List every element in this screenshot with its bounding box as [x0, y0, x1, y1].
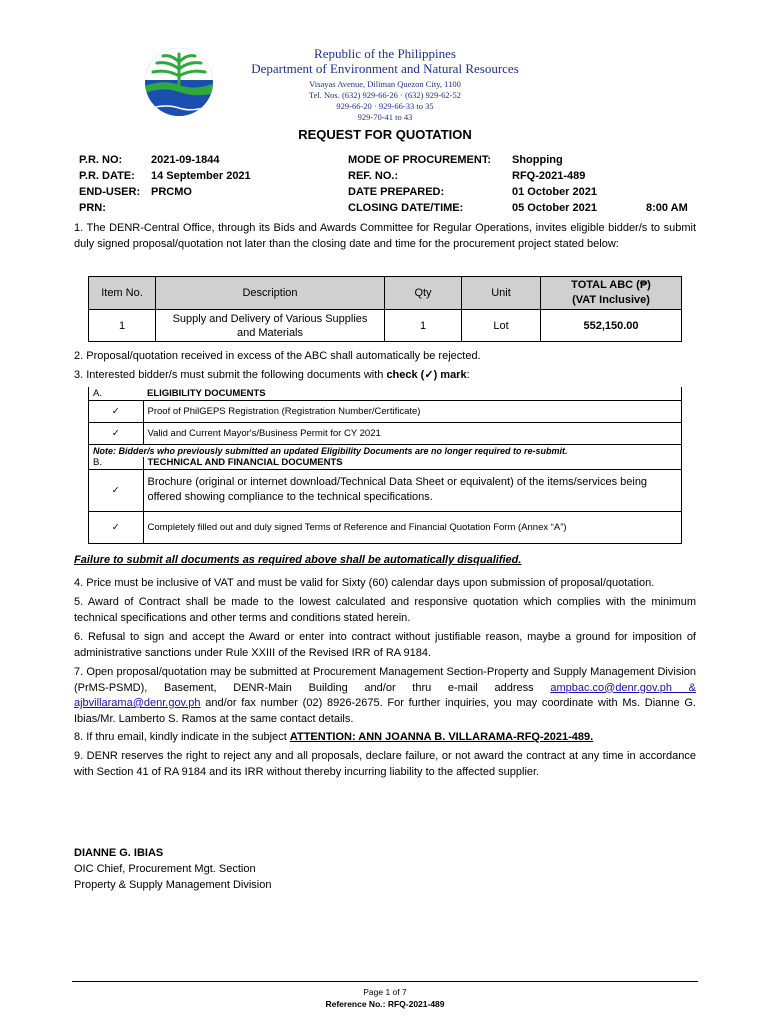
paragraph-7-prefix: 7. Open proposal/quotation may be submitted at Procurement Management Section-Property and Supply Management Division (PrMS-PSMD), Basement, DENR-Main Building and/or thru e-mail address — [74, 666, 696, 694]
paragraph-3-bold: check (✓) mark — [386, 369, 467, 381]
signatory-name: DIANNE G. IBIAS — [74, 847, 164, 859]
paragraph-7-suffix: and/or fax number (02) 8926-2675. For further inquiries, you may coordinate with Ms. Dianne G. Ibias/Mr. Lamberto S. Ramos at the same contact details. — [74, 697, 696, 725]
list-item — [89, 422, 682, 444]
check-icon: ✓ — [89, 469, 144, 511]
col-unit: Unit — [462, 277, 541, 310]
closing-time-value: 8:00 AM — [646, 202, 688, 214]
section-b-letter: B. — [89, 457, 144, 469]
failure-note: Failure to submit all documents as required above shall be automatically disqualified. — [74, 554, 522, 566]
cell-unit: Lot — [462, 310, 541, 342]
footer-divider — [72, 981, 698, 982]
paragraph-3-prefix: 3. Interested bidder/s must submit the following documents with — [74, 369, 387, 381]
header-department: Department of Environment and Natural Resources — [251, 61, 519, 76]
page-number: Page 1 of 7 — [363, 987, 407, 997]
ref-label: REF. NO.: — [348, 170, 399, 182]
header-tel-1: Tel. Nos. (632) 929-66-26 · (632) 929-62-52 — [309, 90, 461, 100]
pr-date-value: 14 September 2021 — [151, 170, 251, 182]
documents-table — [88, 387, 682, 544]
signatory-title-2: Property & Supply Management Division — [74, 879, 272, 891]
list-item — [89, 400, 682, 422]
doc-a-1: Proof of PhilGEPS Registration (Registration Number/Certificate) — [143, 400, 682, 422]
paragraph-5: 5. Award of Contract shall be made to the lowest calculated and responsive quotation which complies with the minimum technical specifications and other terms and conditions stated herein. — [74, 596, 696, 624]
section-a-letter: A. — [89, 387, 144, 400]
page-title: REQUEST FOR QUOTATION — [298, 127, 472, 142]
check-icon: ✓ — [89, 511, 144, 543]
pr-no-label: P.R. NO: — [79, 154, 123, 166]
paragraph-6: 6. Refusal to sign and accept the Award or enter into contract without justifiable reason, maybe a ground for imposition of administrative sanctions under Rule XXIII of the Revised IRR of RA 9184. — [74, 631, 696, 659]
col-description: Description — [156, 277, 385, 310]
date-prepared-label: DATE PREPARED: — [348, 186, 445, 198]
note-row — [89, 444, 682, 457]
header-tel-3: 929-70-41 to 43 — [357, 112, 413, 122]
section-a-title: ELIGIBILITY DOCUMENTS — [143, 387, 682, 400]
list-item — [89, 511, 682, 543]
header-address: Visayas Avenue, Diliman Quezon City, 1100 — [309, 79, 461, 89]
ref-value: RFQ-2021-489 — [512, 170, 586, 182]
doc-b-2: Completely filled out and duly signed Terms of Reference and Financial Quotation Form (Annex “A”) — [143, 511, 682, 543]
col-qty: Qty — [385, 277, 462, 310]
list-item — [89, 469, 682, 511]
paragraph-4: 4. Price must be inclusive of VAT and must be valid for Sixty (60) calendar days upon submission of proposal/quotation. — [74, 577, 655, 589]
doc-a-2: Valid and Current Mayor's/Business Permit for CY 2021 — [143, 422, 682, 444]
paragraph-7 — [74, 665, 696, 727]
col-total-line1: TOTAL ABC (₱) — [571, 279, 651, 291]
paragraph-3 — [74, 368, 696, 384]
paragraph-9: 9. DENR reserves the right to reject any and all proposals, declare failure, or not award the contract at any time in accordance with Section 41 of RA 9184 and its IRR without thereby incurring liability to the affected supplier. — [74, 750, 696, 778]
section-b-row — [89, 457, 682, 469]
prn-label: PRN: — [79, 202, 106, 214]
end-user-value: PRCMO — [151, 186, 192, 198]
cell-total: 552,150.00 — [541, 310, 682, 342]
col-total — [541, 277, 682, 310]
closing-label: CLOSING DATE/TIME: — [348, 202, 464, 214]
check-icon: ✓ — [89, 422, 144, 444]
footer-reference: Reference No.: RFQ-2021-489 — [325, 999, 445, 1009]
doc-b-1: Brochure (original or internet download/Technical Data Sheet or equivalent) of the items/services being offered showing compliance to the technical specifications. — [143, 469, 682, 511]
header-republic: Republic of the Philippines — [314, 46, 456, 61]
section-a-row — [89, 387, 682, 400]
paragraph-1: 1. The DENR-Central Office, through its Bids and Awards Committee for Regular Operations, invites eligible bidder/s to submit duly signed proposal/quotation not later than the closing date and time for the procurement project stated below: — [74, 222, 696, 250]
col-total-line2: (VAT Inclusive) — [572, 294, 650, 306]
paragraph-8-bold: ATTENTION: ANN JOANNA B. VILLARAMA-RFQ-2021-489. — [289, 731, 594, 743]
paragraph-8 — [74, 730, 696, 746]
header-tel-2: 929-66-20 · 929-66-33 to 35 — [336, 101, 434, 111]
mode-label: MODE OF PROCUREMENT: — [348, 154, 491, 166]
eligibility-note: Note: Bidder/s who previously submitted an updated Eligibility Documents are no longer required to re-submit. — [89, 444, 682, 457]
table-row — [89, 310, 682, 342]
signatory-title-1: OIC Chief, Procurement Mgt. Section — [74, 863, 256, 875]
pr-no-value: 2021-09-1844 — [151, 154, 220, 166]
paragraph-3-suffix: : — [466, 369, 470, 381]
cell-qty: 1 — [385, 310, 462, 342]
cell-item-no: 1 — [89, 310, 156, 342]
paragraph-8-prefix: 8. If thru email, kindly indicate in the subject — [74, 731, 290, 743]
items-table-header — [89, 277, 682, 310]
section-b-title: TECHNICAL AND FINANCIAL DOCUMENTS — [143, 457, 682, 469]
mode-value: Shopping — [512, 154, 563, 166]
date-prepared-value: 01 October 2021 — [512, 186, 597, 198]
end-user-label: END-USER: — [79, 186, 141, 198]
email-link[interactable]: ampbac.co@denr.gov.ph & ajbvillarama@denr.gov.ph — [74, 681, 697, 709]
pr-date-label: P.R. DATE: — [79, 170, 135, 182]
check-icon: ✓ — [89, 400, 144, 422]
items-table — [88, 276, 682, 342]
col-item-no: Item No. — [89, 277, 156, 310]
closing-date-value: 05 October 2021 — [512, 202, 597, 214]
cell-description: Supply and Delivery of Various Supplies and Materials — [156, 310, 385, 342]
paragraph-2: 2. Proposal/quotation received in excess of the ABC shall automatically be rejected. — [74, 350, 481, 362]
